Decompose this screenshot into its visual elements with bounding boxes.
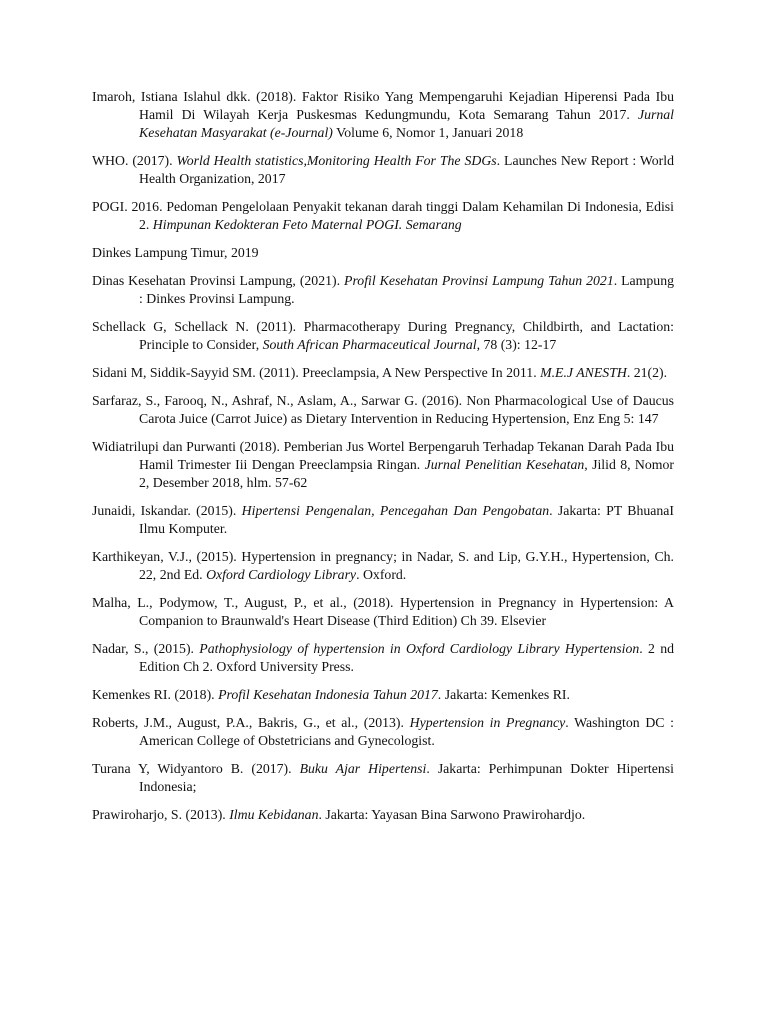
reference-entry <box>92 364 674 382</box>
reference-entry <box>92 392 674 428</box>
reference-entry <box>92 272 674 308</box>
reference-text: Roberts, J.M., August, P.A., Bakris, G., et al., (2013). <box>92 714 410 730</box>
reference-entry <box>92 438 674 493</box>
reference-text: Karthikeyan, V.J., (2015). Hypertension in pregnancy; in Nadar, S. and Lip, G.Y.H., Hypertension, Ch. 22, 2nd Ed. <box>92 549 674 583</box>
reference-text: Volume 6, Nomor 1, Januari 2018 <box>332 125 524 141</box>
reference-entry <box>92 502 674 538</box>
reference-entry <box>92 594 674 630</box>
reference-entry <box>92 806 674 824</box>
reference-text: . Jakarta: PT BhuanaI Ilmu Komputer. <box>139 503 674 537</box>
reference-entry <box>92 714 674 750</box>
reference-text: Turana Y, Widyantoro B. (2017). <box>92 760 300 776</box>
reference-text: Dinas Kesehatan Provinsi Lampung, (2021). <box>92 273 345 288</box>
reference-text: . Lampung : Dinkes Provinsi Lampung. <box>139 273 675 307</box>
reference-source-title: Hypertension in Pregnancy <box>409 714 566 730</box>
reference-source-title: M.E.J ANESTH <box>540 365 627 380</box>
reference-text: . Jakarta: Kemenkes RI. <box>437 687 570 702</box>
reference-source-title: Oxford Cardiology Library <box>206 567 357 583</box>
reference-entry <box>92 640 674 676</box>
reference-source-title: Ilmu Kebidanan <box>229 806 319 822</box>
reference-source-title: Hipertensi Pengenalan, Pencegahan Dan Pengobatan <box>241 503 550 518</box>
reference-text: , Jilid 8, Nomor 2, Desember 2018, hlm. 57-62 <box>139 457 675 491</box>
reference-text: , 78 (3): 12-17 <box>476 337 557 353</box>
reference-source-title: Himpunan Kedokteran Feto Maternal POGI. Semarang <box>152 217 462 233</box>
reference-entry <box>92 88 674 143</box>
reference-text: Nadar, S., (2015). <box>92 641 200 656</box>
reference-entry <box>92 318 674 354</box>
reference-source-title: Pathophysiology of hypertension in Oxford Cardiology Library Hypertension <box>199 641 640 656</box>
reference-text: . 2 nd Edition Ch 2. Oxford University Press. <box>139 641 674 675</box>
reference-text: Dinkes Lampung Timur, 2019 <box>92 245 259 261</box>
reference-text: . Washington DC : American College of Obstetricians and Gynecologist. <box>139 714 674 748</box>
reference-text: POGI. 2016. Pedoman Pengelolaan Penyakit tekanan darah tinggi Dalam Kehamilan Di Indonesia, Edisi 2. <box>92 199 674 233</box>
reference-text: Malha, L., Podymow, T., August, P., et al., (2018). Hypertension in Pregnancy in Hypertension: A Companion to Braunwald's Heart Disease (Third Edition) Ch 39. Elsevier <box>92 595 674 629</box>
reference-text: Sidani M, Siddik-Sayyid SM. (2011). Preeclampsia, A New Perspective In 2011. <box>92 365 541 380</box>
reference-text: Widiatrilupi dan Purwanti (2018). Pemberian Jus Wortel Berpengaruh Terhadap Tekanan Darah Pada Ibu Hamil Trimester Iii Dengan Preeclampsia Ringan. <box>92 438 674 472</box>
reference-source-title: Profil Kesehatan Indonesia Tahun 2017 <box>218 687 438 702</box>
reference-source-title: Jurnal Kesehatan Masyarakat (e-Journal) <box>139 107 674 141</box>
reference-text: WHO. (2017). <box>92 153 177 169</box>
reference-source-title: Jurnal Penelitian Kesehatan <box>424 457 585 472</box>
reference-text: . 21(2). <box>626 365 668 380</box>
reference-source-title: Profil Kesehatan Provinsi Lampung Tahun 2021 <box>344 273 614 288</box>
reference-entry <box>92 760 674 796</box>
reference-text: . Jakarta: Yayasan Bina Sarwono Prawirohardjo. <box>318 806 586 822</box>
reference-text: Kemenkes RI. (2018). <box>92 687 219 702</box>
reference-text: Junaidi, Iskandar. (2015). <box>92 503 242 518</box>
reference-entry <box>92 198 674 234</box>
reference-entry <box>92 244 674 262</box>
reference-entry <box>92 686 674 704</box>
reference-entry <box>92 152 674 188</box>
reference-text: . Oxford. <box>356 567 407 583</box>
reference-source-title: South African Pharmaceutical Journal <box>262 337 477 353</box>
reference-entry <box>92 548 674 584</box>
reference-source-title: Buku Ajar Hipertensi <box>299 760 427 776</box>
reference-text: Prawiroharjo, S. (2013). <box>92 806 230 822</box>
reference-list <box>92 88 674 834</box>
reference-text: Imaroh, Istiana Islahul dkk. (2018). Faktor Risiko Yang Mempengaruhi Kejadian Hiperensi Pada Ibu Hamil Di Wilayah Kerja Puskesmas Kedungmundu, Kota Semarang Tahun 2017. <box>92 89 674 123</box>
reference-text: Sarfaraz, S., Farooq, N., Ashraf, N., Aslam, A., Sarwar G. (2016). Non Pharmacological Use of Daucus Carota Juice (Carrot Juice) as Dietary Intervention in Reducing Hypertension, Enz Eng 5: 147 <box>92 392 674 426</box>
reference-source-title: World Health statistics,Monitoring Health For The SDGs <box>176 153 497 169</box>
reference-text: Schellack G, Schellack N. (2011). Pharmacotherapy During Pregnancy, Childbirth, and Lactation: Principle to Consider, <box>92 319 674 353</box>
reference-text: . Launches New Report : World Health Organization, 2017 <box>139 153 675 187</box>
reference-text: . Jakarta: Perhimpunan Dokter Hipertensi Indonesia; <box>139 760 674 794</box>
